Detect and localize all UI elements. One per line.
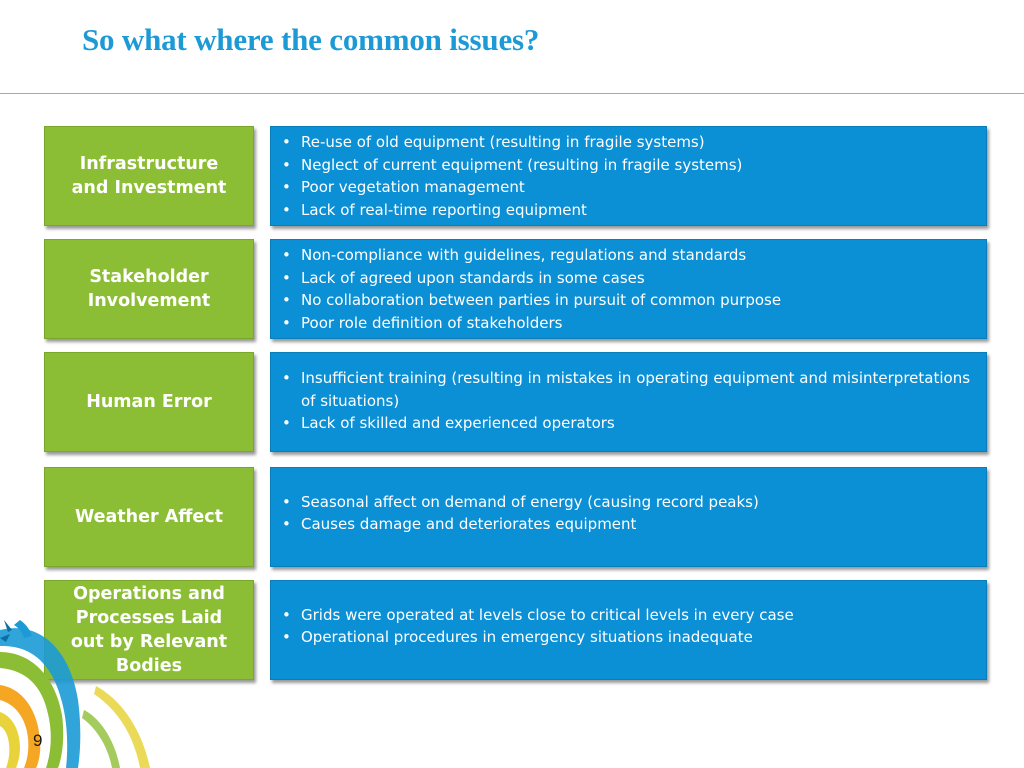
bullet-item	[281, 131, 976, 154]
slide-title: So what where the common issues?	[82, 22, 540, 57]
bullet-icon: •	[282, 628, 291, 646]
bullet-text: No collaboration between parties in pursuit of common purpose	[301, 291, 782, 309]
bullet-text: Re-use of old equipment (resulting in fragile systems)	[301, 133, 705, 151]
bullet-text: Lack of agreed upon standards in some cases	[301, 268, 645, 287]
bullet-text: Operational procedures in emergency situations inadequate	[301, 628, 753, 646]
bullet-icon: •	[282, 492, 291, 511]
bullet-icon: •	[282, 178, 291, 196]
bullet-icon: •	[282, 246, 291, 264]
bullet-icon: •	[282, 414, 291, 432]
bullet-text: Poor role definition of stakeholders	[301, 313, 563, 332]
issue-row-human-error	[44, 352, 988, 452]
bullet-text: Causes damage and deteriorates equipment	[301, 515, 637, 533]
bullet-text: Lack of real-time reporting equipment	[301, 200, 587, 219]
bullet-item	[281, 626, 976, 649]
bullet-item	[281, 312, 976, 335]
bullet-item	[281, 491, 976, 514]
bullet-list	[281, 131, 976, 221]
title-divider	[0, 93, 1024, 94]
category-label: Operations and Processes Laid out by Relevant Bodies	[70, 584, 228, 676]
detail-box	[270, 239, 987, 339]
bullet-item	[281, 244, 976, 267]
bullet-item	[281, 412, 976, 435]
bullet-text: Neglect of current equipment (resulting in fragile systems)	[301, 155, 743, 174]
bullet-text: Grids were operated at levels close to critical levels in every case	[301, 605, 794, 624]
bullet-item	[281, 604, 976, 627]
category-label: Stakeholder Involvement	[87, 267, 211, 311]
bullet-icon: •	[282, 268, 291, 287]
bullet-list	[281, 244, 976, 334]
bullet-icon: •	[282, 515, 291, 533]
issue-row-stakeholder	[44, 239, 988, 339]
category-box	[44, 467, 254, 567]
bullet-list	[281, 604, 976, 649]
bullet-item	[281, 513, 976, 536]
category-label: Weather Affect	[74, 507, 224, 527]
category-box	[44, 239, 254, 339]
category-label: Human Error	[86, 392, 212, 412]
bullet-icon: •	[282, 313, 291, 332]
rainbow-swoosh-icon	[0, 590, 170, 768]
bullet-item	[281, 154, 976, 177]
detail-box	[270, 126, 987, 226]
bullet-icon: •	[282, 369, 291, 387]
bullet-icon: •	[282, 291, 291, 309]
detail-box	[270, 467, 987, 567]
category-label: Infrastructure and Investment	[71, 154, 227, 198]
detail-box	[270, 352, 987, 452]
bullet-text: Lack of skilled and experienced operators	[301, 414, 615, 432]
bullet-item	[281, 267, 976, 290]
bullet-list	[281, 367, 976, 435]
issue-row-infrastructure	[44, 126, 988, 226]
category-box	[44, 126, 254, 226]
bullet-text: Non-compliance with guidelines, regulations and standards	[301, 246, 747, 264]
bullet-item	[281, 367, 976, 412]
bullet-text: Insufficient training (resulting in mistakes in operating equipment and misinterpretations of situations)	[301, 369, 971, 410]
bullet-icon: •	[282, 605, 291, 624]
bullet-item	[281, 199, 976, 222]
category-box	[44, 352, 254, 452]
bullet-text: Seasonal affect on demand of energy (causing record peaks)	[301, 492, 759, 511]
bullet-icon: •	[282, 200, 291, 219]
page-number: 9	[33, 731, 43, 750]
bullet-list	[281, 491, 976, 536]
issue-row-weather	[44, 467, 988, 567]
bullet-text: Poor vegetation management	[301, 178, 525, 196]
bullet-icon: •	[282, 155, 291, 174]
issue-row-operations	[44, 580, 988, 680]
bullet-icon: •	[282, 133, 291, 151]
detail-box	[270, 580, 987, 680]
bullet-item	[281, 176, 976, 199]
bullet-item	[281, 289, 976, 312]
